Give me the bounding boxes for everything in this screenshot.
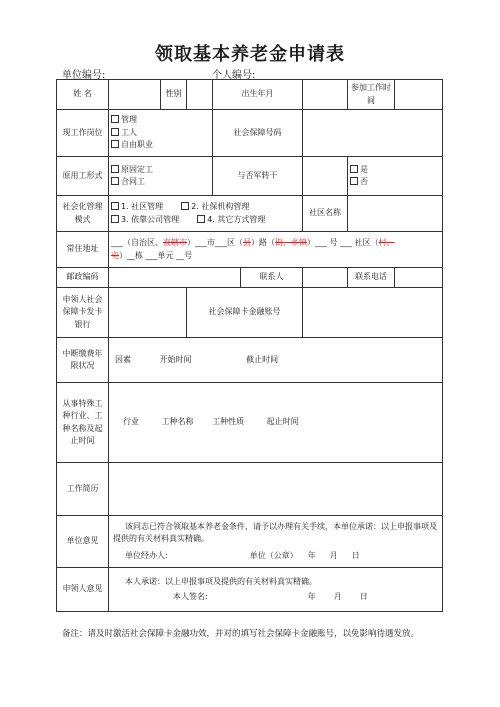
- form-row-resume: [57, 463, 443, 516]
- management-mode-label: 社会化管理模式: [57, 196, 109, 232]
- resume-field[interactable]: [109, 463, 443, 516]
- unit-handler-label: 单位经办人:: [125, 550, 168, 560]
- phone-label: 联系电话: [348, 268, 395, 288]
- postal-code-label: 邮政编码: [57, 268, 109, 288]
- option-management[interactable]: 管理: [111, 114, 210, 126]
- page-title: 领取基本养老金申请表: [155, 44, 345, 65]
- form-row-unit-opinion: [57, 516, 443, 568]
- military-transfer-label: 与否军转干: [213, 157, 303, 196]
- name-label: 姓 名: [57, 80, 109, 110]
- military-blank: [303, 157, 348, 196]
- position-options: [109, 110, 213, 157]
- checkbox-icon[interactable]: [111, 165, 119, 173]
- personal-number-label: 个人编号:: [212, 70, 256, 81]
- form-row-address: [57, 232, 443, 268]
- interruption-label: 中断缴费年限状况: [57, 338, 109, 383]
- form-row-bank: [57, 288, 443, 338]
- work-type-nature-label: 工种性质: [212, 417, 245, 427]
- applicant-sign-label: 本人签名:: [173, 592, 208, 601]
- unit-day-label: 日: [351, 550, 360, 560]
- special-work-field[interactable]: [109, 383, 443, 463]
- address-field[interactable]: ___（自治区、直辖市）___市___区（县）路（街、乡镇）___ 号 ___ 社区（村、 屯）__栋 ___单元 __号: [109, 232, 443, 268]
- ss-number-field[interactable]: [303, 110, 443, 157]
- option-no[interactable]: 否: [350, 176, 440, 188]
- issuing-bank-label: 申领人社会保障卡发卡银行: [57, 288, 109, 338]
- form-row-basic-info: [57, 80, 443, 110]
- special-work-label: 从事特殊工种行业、工种名称及起止时间: [57, 383, 109, 463]
- community-name-label: 社区名称: [303, 196, 348, 232]
- community-name-field[interactable]: [348, 196, 443, 232]
- checkbox-icon[interactable]: [111, 115, 119, 123]
- gender-field[interactable]: [187, 80, 213, 110]
- unit-signature-line: [113, 550, 438, 562]
- form-row-position: [57, 110, 443, 157]
- resume-label: 工作简历: [57, 463, 109, 516]
- bank-account-field[interactable]: [303, 288, 443, 338]
- checkbox-icon[interactable]: [197, 215, 205, 223]
- bank-account-label: 社会保障卡金融账号: [187, 288, 303, 338]
- address-label: 常住地址: [57, 232, 109, 268]
- option-yes[interactable]: 是: [350, 164, 440, 176]
- birth-field[interactable]: [303, 80, 348, 110]
- applicant-signature-line: [113, 591, 438, 603]
- footnote: 备注：请及时激活社会保障卡金融功效，并对的填写社会保障卡金融账号，以免影响待遇发放。: [62, 629, 420, 639]
- applicant-year-label: 年: [307, 592, 316, 601]
- option-contract-worker[interactable]: 合同工: [111, 176, 210, 188]
- checkbox-icon[interactable]: [111, 202, 119, 210]
- checkbox-icon[interactable]: [181, 202, 189, 210]
- unit-seal-label: 单位（公章）: [249, 550, 298, 560]
- unit-number-label: 单位编号:: [62, 70, 106, 81]
- form-row-employment: [57, 157, 443, 196]
- applicant-day-label: 日: [359, 592, 368, 601]
- work-start-field[interactable]: [395, 80, 443, 110]
- postal-code-field[interactable]: [109, 268, 241, 288]
- management-options: [109, 196, 303, 232]
- gender-label: 性别: [161, 80, 187, 110]
- unit-commitment-text: 该同志已符合领取基本养老金条件，请予以办理有关手续，本单位承诺：以上申报事项及提供的有关材料真实精确。: [113, 521, 437, 544]
- applicant-opinion-label: 申领人意见: [57, 568, 109, 612]
- checkbox-icon[interactable]: [350, 165, 358, 173]
- checkbox-icon[interactable]: [111, 215, 119, 223]
- employment-form-label: 原用工形式: [57, 157, 109, 196]
- form-row-applicant-opinion: [57, 568, 443, 612]
- option-company[interactable]: 3. 依靠公司管理: [111, 215, 179, 224]
- reason-label: 因素: [115, 354, 131, 364]
- checkbox-icon[interactable]: [111, 128, 119, 136]
- unit-opinion-label: 单位意见: [57, 516, 109, 568]
- interruption-field[interactable]: [109, 338, 443, 383]
- applicant-month-label: 月: [333, 592, 342, 601]
- start-time-label: 开始时间: [159, 354, 192, 364]
- checkbox-icon[interactable]: [111, 140, 119, 148]
- option-community[interactable]: 1. 社区管理: [111, 202, 163, 211]
- ss-number-label: 社会保障号码: [213, 110, 303, 157]
- work-start-label: 参加工作时间: [348, 80, 395, 110]
- checkbox-icon[interactable]: [350, 177, 358, 185]
- form-row-contact: [57, 268, 443, 288]
- form-row-interruption: [57, 338, 443, 383]
- option-fixed-worker[interactable]: 原固定工: [111, 164, 210, 176]
- military-options: [348, 157, 443, 196]
- unit-opinion-field: [109, 516, 443, 568]
- option-worker[interactable]: 工人: [111, 127, 210, 139]
- work-type-name-label: 工种名称: [161, 417, 194, 427]
- issuing-bank-field[interactable]: [109, 288, 187, 338]
- birth-label: 出生年月: [213, 80, 303, 110]
- employment-options: [109, 157, 213, 196]
- period-label: 起止时间: [266, 417, 299, 427]
- end-time-label: 截止时间: [246, 354, 279, 364]
- checkbox-icon[interactable]: [111, 177, 119, 185]
- current-position-label: 现工作岗位: [57, 110, 109, 157]
- option-other[interactable]: 4. 其它方式管理: [197, 215, 265, 224]
- form-row-special-work: [57, 383, 443, 463]
- unit-year-label: 年: [307, 550, 316, 560]
- application-form-table: [56, 79, 443, 612]
- form-row-management-mode: [57, 196, 443, 232]
- option-freelance[interactable]: 自由职业: [111, 139, 210, 151]
- applicant-commitment-text: 本人承诺：以上申报事项及提供的有关材料真实精确。: [125, 576, 317, 586]
- phone-field[interactable]: [395, 268, 443, 288]
- contact-person-label: 联系人: [241, 268, 303, 288]
- applicant-opinion-field: [109, 568, 443, 612]
- option-ss-agency[interactable]: 2. 社保机构管理: [181, 202, 249, 211]
- name-field[interactable]: [109, 80, 161, 110]
- contact-person-field[interactable]: [303, 268, 348, 288]
- unit-month-label: 月: [329, 550, 338, 560]
- industry-label: 行业: [123, 417, 139, 427]
